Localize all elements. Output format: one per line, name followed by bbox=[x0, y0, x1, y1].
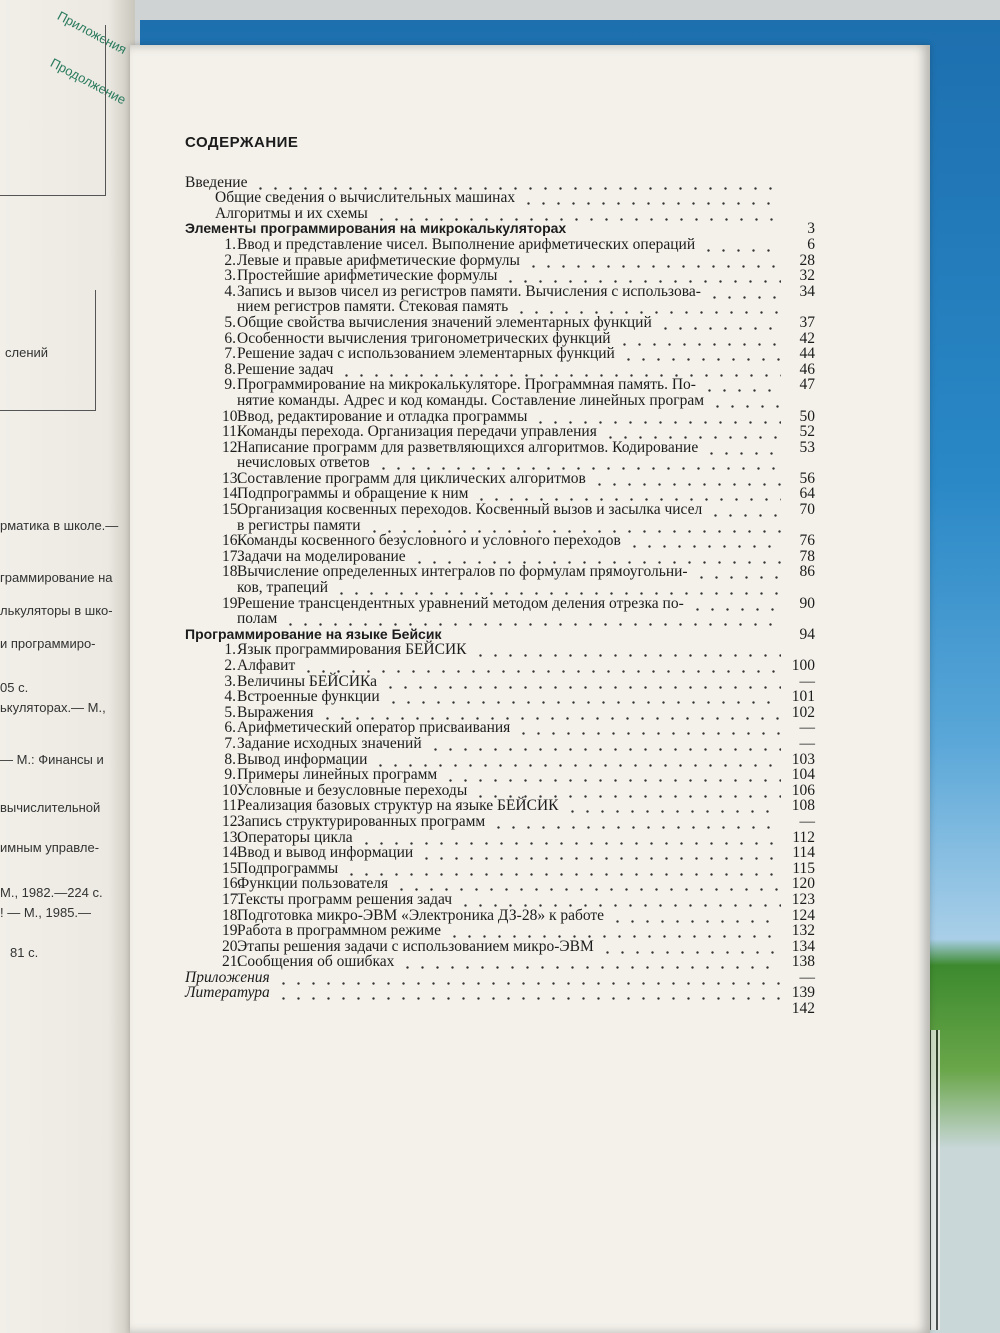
toc-entry bbox=[185, 1001, 815, 1017]
toc-entry-number: 12. bbox=[222, 438, 242, 456]
toc-entry-number: 2. bbox=[224, 251, 236, 269]
toc-entry-page: 100 bbox=[791, 657, 815, 674]
toc-entry bbox=[185, 705, 815, 721]
toc-entry-title: Подпрограммы и обращение к ним bbox=[237, 485, 469, 503]
toc-entry-number: 3. bbox=[224, 267, 236, 285]
toc-entry-number: 1. bbox=[224, 641, 236, 659]
toc-entry-number: 13. bbox=[222, 469, 242, 487]
toc-entry-title: Ввод и представление чисел. Выполнение арифметических операций bbox=[237, 235, 696, 253]
toc-entry-title: Подпрограммы bbox=[237, 859, 339, 877]
toc-entry bbox=[185, 175, 815, 191]
toc-leader-dots bbox=[419, 845, 781, 860]
toc-leader-dots bbox=[320, 705, 781, 720]
toc-leader-dots bbox=[617, 331, 781, 346]
toc-entry bbox=[185, 985, 815, 1001]
toc-entry-number: 6. bbox=[224, 719, 236, 737]
toc-entry-number: 9. bbox=[224, 766, 236, 784]
toc-entry-page: 123 bbox=[791, 890, 815, 908]
toc-entry-page: 104 bbox=[791, 766, 815, 784]
toc-entry-title: Решение задач bbox=[237, 360, 334, 378]
left-page-fragment: 81 с. bbox=[10, 945, 39, 960]
toc-entry bbox=[185, 861, 815, 877]
toc-entry bbox=[185, 377, 815, 393]
toc-entry-page: 52 bbox=[799, 423, 815, 441]
toc-leader-dots bbox=[428, 736, 781, 751]
toc-entry-number: 19. bbox=[222, 594, 242, 612]
toc-entry-title: Этапы решения задачи с использованием микро-ЭВМ bbox=[237, 937, 594, 955]
toc-leader-dots bbox=[473, 642, 781, 657]
toc-leader-dots bbox=[503, 268, 781, 283]
toc-entry-page: — bbox=[799, 968, 815, 986]
toc-entry-title: нечисловых ответов bbox=[237, 454, 370, 472]
toc-entry-number: 7. bbox=[224, 734, 236, 752]
toc-leader-dots bbox=[627, 533, 781, 548]
toc-entry bbox=[185, 752, 815, 768]
toc-leader-dots bbox=[533, 409, 781, 424]
toc-entry bbox=[185, 892, 815, 908]
toc-entry bbox=[185, 268, 815, 284]
toc-leader-dots bbox=[301, 658, 781, 673]
toc-entry-title: нием регистров памяти. Стековая память bbox=[237, 298, 509, 316]
toc-entry bbox=[185, 658, 815, 674]
toc-entry-page: 115 bbox=[792, 859, 815, 877]
toc-entry bbox=[185, 783, 815, 799]
toc-entry-title: Реализация базовых структур на языке БЕЙСИК bbox=[237, 797, 559, 815]
toc-entry bbox=[185, 502, 815, 518]
toc-entry-title: Организация косвенных переходов. Косвенный вызов и засылка чисел bbox=[237, 501, 703, 519]
toc-entry-number: 9. bbox=[224, 376, 236, 394]
toc-entry-number: 17. bbox=[222, 547, 242, 565]
toc-section-row bbox=[185, 627, 815, 643]
toc-entry-number: 19. bbox=[222, 922, 242, 940]
toc-entry-page: 120 bbox=[791, 875, 815, 893]
toc-leader-dots bbox=[704, 440, 781, 455]
toc-entry-page: 70 bbox=[799, 501, 815, 519]
toc-entry-title: Программирование на микрокалькуляторе. Программная память. По- bbox=[237, 376, 696, 394]
toc-leader-dots bbox=[276, 970, 781, 985]
left-page-fragment: ькуляторах.— М., bbox=[0, 700, 106, 715]
toc-leader-dots bbox=[334, 580, 781, 595]
toc-leader-dots bbox=[708, 502, 781, 517]
toc-entry-page: — bbox=[799, 719, 815, 737]
toc-entry-number: 20. bbox=[222, 937, 242, 955]
toc-leader-dots bbox=[473, 783, 781, 798]
toc-entry-number: 15. bbox=[222, 501, 242, 519]
toc-entry bbox=[185, 518, 815, 534]
toc-entry-number: 12. bbox=[222, 812, 242, 830]
toc-entry-title: Язык программирования БЕЙСИК bbox=[237, 641, 467, 659]
toc-entry-page: 108 bbox=[791, 797, 815, 815]
toc-entry-page: — bbox=[799, 812, 815, 830]
toc-entry-page: 142 bbox=[791, 1000, 815, 1018]
toc-entry-title: Выражения bbox=[237, 703, 314, 721]
toc-entry-title: Программирование на языке Бейсик bbox=[185, 625, 442, 642]
toc-entry bbox=[185, 455, 815, 471]
toc-entry-number: 13. bbox=[222, 828, 242, 846]
toc-entry-title: Встроенные функции bbox=[237, 688, 380, 706]
left-page-fragment: 05 с. bbox=[0, 680, 29, 695]
toc-entry bbox=[185, 720, 815, 736]
toc-entry-title: Общие сведения о вычислительных машинах bbox=[215, 189, 516, 207]
toc-entry-title: Вывод информации bbox=[237, 750, 368, 768]
toc-entry-title: Приложения bbox=[185, 968, 270, 986]
toc-leader-dots bbox=[253, 175, 781, 190]
toc-leader-dots bbox=[400, 954, 781, 969]
toc-entry-title: Арифметический оператор присваивания bbox=[237, 719, 511, 737]
toc-entry-page: 56 bbox=[799, 469, 815, 487]
toc-leader-dots bbox=[701, 237, 781, 252]
toc-entry bbox=[185, 424, 815, 440]
toc-entry bbox=[185, 767, 815, 783]
toc-entry bbox=[185, 845, 815, 861]
toc-entry-number: 21. bbox=[222, 953, 242, 971]
toc-entry-page: 42 bbox=[799, 329, 815, 347]
toc-entry-title: ков, трапеций bbox=[237, 579, 329, 597]
toc-entry bbox=[185, 206, 815, 222]
toc-entry bbox=[185, 471, 815, 487]
toc-entry-number: 4. bbox=[224, 282, 236, 300]
toc-entry-page: 64 bbox=[799, 485, 815, 503]
toc-entry-title: Подготовка микро-ЭВМ «Электроника ДЗ-28» к работе bbox=[237, 906, 605, 924]
toc-entry bbox=[185, 923, 815, 939]
toc-entry-number: 2. bbox=[224, 657, 236, 674]
toc-entry bbox=[185, 674, 815, 690]
toc-entry-page: 90 bbox=[799, 594, 815, 612]
toc-entry-title: Работа в программном режиме bbox=[237, 922, 441, 940]
toc-entry-page: 44 bbox=[799, 345, 815, 363]
toc-leader-dots bbox=[383, 674, 781, 689]
toc-entry bbox=[185, 830, 815, 846]
toc-leader-dots bbox=[474, 486, 781, 501]
toc-leader-dots bbox=[386, 689, 781, 704]
left-page-fragment: граммирование на bbox=[0, 570, 113, 585]
toc-entry-title: Вычисление определенных интегралов по формулам прямоугольни- bbox=[237, 563, 688, 581]
toc-entry-page: 3 bbox=[807, 220, 815, 238]
toc-entry-title: Алгоритмы и их схемы bbox=[215, 204, 368, 222]
toc-entry-page: 124 bbox=[791, 906, 815, 924]
toc-entry bbox=[185, 580, 815, 596]
toc-entry-page: 134 bbox=[791, 937, 815, 955]
toc-leader-dots bbox=[694, 564, 781, 579]
toc-leader-dots bbox=[600, 939, 781, 954]
toc-entry bbox=[185, 486, 815, 502]
toc-entry bbox=[185, 190, 815, 206]
toc-leader-dots bbox=[367, 518, 781, 533]
toc-entry-title: Задачи на моделирование bbox=[237, 547, 406, 565]
toc-entry bbox=[185, 970, 815, 986]
toc-entry-number: 18. bbox=[222, 906, 242, 924]
toc-entry-page: 132 bbox=[791, 922, 815, 940]
toc-entry-page: 102 bbox=[791, 703, 815, 721]
toc-entry-title: Функции пользователя bbox=[237, 875, 389, 893]
toc-entry-title: Запись и вызов чисел из регистров памяти. Вычисления с использова- bbox=[237, 282, 701, 300]
toc-entry-page: 37 bbox=[799, 313, 815, 331]
toc-entry-page: 34 bbox=[799, 282, 815, 300]
toc-section-row bbox=[185, 221, 815, 237]
toc-entry bbox=[185, 908, 815, 924]
toc-entry-number: 5. bbox=[224, 313, 236, 331]
toc-entry-title: Элементы программирования на микрокалькуляторах bbox=[185, 220, 567, 237]
toc-entry-page: 86 bbox=[799, 563, 815, 581]
toc-entry-number: 14. bbox=[222, 485, 242, 503]
toc-entry-number: 14. bbox=[222, 844, 242, 862]
toc-entry bbox=[185, 642, 815, 658]
toc-rows bbox=[185, 175, 815, 1017]
toc-entry bbox=[185, 346, 815, 362]
toc-leader-dots bbox=[447, 923, 781, 938]
toc-entry-title: Условные и безусловные переходы bbox=[237, 781, 468, 799]
toc-entry bbox=[185, 253, 815, 269]
toc-leader-dots bbox=[710, 393, 781, 408]
toc-entry-title: Величины БЕЙСИКа bbox=[237, 672, 378, 690]
toc-entry bbox=[185, 814, 815, 830]
toc-leader-dots bbox=[521, 190, 781, 205]
toc-entry-page: 6 bbox=[807, 235, 815, 253]
toc-leader-dots bbox=[707, 284, 781, 299]
left-page-fragment: — М.: Финансы и bbox=[0, 752, 104, 767]
toc-entry-number: 11. bbox=[222, 797, 241, 815]
toc-entry-number: 1. bbox=[224, 235, 236, 253]
toc-leader-dots bbox=[565, 798, 781, 813]
toc-leader-dots bbox=[621, 346, 781, 361]
toc-entry-page: 138 bbox=[791, 953, 815, 971]
left-page-header-continued: Продолжение bbox=[47, 55, 129, 108]
left-page-fragment: имным управле- bbox=[0, 840, 100, 855]
toc-leader-dots bbox=[283, 611, 781, 626]
toc-entry-number: 16. bbox=[222, 532, 242, 550]
left-page-fragment: вычислительной bbox=[0, 800, 101, 815]
toc-entry-title: Решение трансцендентных уравнений методом деления отрезка по- bbox=[237, 594, 684, 612]
toc-entry bbox=[185, 549, 815, 565]
toc-leader-dots bbox=[592, 471, 781, 486]
toc-leader-dots bbox=[690, 596, 781, 611]
toc-entry-number: 5. bbox=[224, 703, 236, 721]
toc-entry-title: Запись структурированных программ bbox=[237, 812, 486, 830]
left-page-fragment: лькуляторы в шко- bbox=[0, 603, 113, 618]
toc-entry-title: в регистры памяти bbox=[237, 516, 361, 534]
left-page-fragment: рматика в школе.— bbox=[0, 518, 119, 533]
toc-entry-page: 94 bbox=[799, 625, 815, 643]
toc-leader-dots bbox=[491, 814, 781, 829]
toc-entry-page: 76 bbox=[799, 532, 815, 550]
toc-entry-title: Особенности вычисления тригонометрических функций bbox=[237, 329, 611, 347]
toc-leader-dots bbox=[373, 752, 781, 767]
toc-entry-title: Сообщения об ошибках bbox=[237, 953, 395, 971]
toc-entry-title: Составление программ для циклических алгоритмов bbox=[237, 469, 586, 487]
toc-entry-title: Ввод, редактирование и отладка программы bbox=[237, 407, 528, 425]
toc-entry-title: Команды перехода. Организация передачи управления bbox=[237, 423, 597, 441]
toc-entry-page: 114 bbox=[792, 844, 815, 862]
toc-leader-dots bbox=[359, 830, 781, 845]
toc-entry-number: 15. bbox=[222, 859, 242, 877]
toc-leader-dots bbox=[514, 299, 781, 314]
toc-entry-number: 3. bbox=[224, 672, 236, 690]
toc-entry-page: 46 bbox=[799, 360, 815, 378]
toc-entry-number: 4. bbox=[224, 688, 236, 706]
toc-entry-number: 8. bbox=[224, 360, 236, 378]
toc-entry-number: 10. bbox=[222, 407, 242, 425]
toc-entry-number: 6. bbox=[224, 329, 236, 347]
toc-leader-dots bbox=[276, 985, 781, 1000]
toc-leader-dots bbox=[603, 424, 781, 439]
toc-entry-page: 139 bbox=[791, 984, 815, 1002]
toc-leader-dots bbox=[610, 908, 781, 923]
toc-entry bbox=[185, 409, 815, 425]
toc-leader-dots bbox=[339, 362, 781, 377]
table-of-contents bbox=[185, 135, 815, 1017]
left-page-header: Приложения bbox=[54, 8, 130, 57]
toc-entry bbox=[185, 564, 815, 580]
toc-entry bbox=[185, 689, 815, 705]
toc-entry-page: 50 bbox=[799, 407, 815, 425]
toc-entry-page: 28 bbox=[799, 251, 815, 269]
toc-entry bbox=[185, 299, 815, 315]
toc-leader-dots bbox=[526, 253, 781, 268]
toc-entry-page: 47 bbox=[799, 376, 815, 394]
toc-entry-page: 112 bbox=[792, 828, 815, 846]
toc-entry bbox=[185, 237, 815, 253]
toc-entry-title: Левые и правые арифметические формулы bbox=[237, 251, 520, 269]
toc-leader-dots bbox=[702, 377, 781, 392]
toc-entry-title: полам bbox=[237, 610, 278, 628]
left-page-fragment: ! — М., 1985.— bbox=[0, 905, 92, 920]
toc-entry bbox=[185, 284, 815, 300]
toc-entry-number: 10. bbox=[222, 781, 242, 799]
toc-leader-dots bbox=[374, 206, 781, 221]
toc-entry bbox=[185, 440, 815, 456]
toc-entry-number: 18. bbox=[222, 563, 242, 581]
toc-entry-page: 103 bbox=[791, 750, 815, 768]
toc-entry bbox=[185, 315, 815, 331]
toc-entry-title: Задание исходных значений bbox=[237, 734, 422, 752]
left-page-fragment: М., 1982.—224 с. bbox=[0, 885, 103, 900]
toc-leader-dots bbox=[516, 720, 781, 735]
toc-entry bbox=[185, 596, 815, 612]
left-page-fragment: и программиро- bbox=[0, 636, 96, 651]
toc-entry-title: Написание программ для разветвляющихся алгоритмов. Кодирование bbox=[237, 438, 699, 456]
toc-leader-dots bbox=[412, 549, 781, 564]
toc-entry-page: 53 bbox=[799, 438, 815, 456]
toc-entry-title: Введение bbox=[185, 173, 248, 191]
toc-entry-title: нятие команды. Адрес и код команды. Составление линейных програм bbox=[237, 391, 705, 409]
toc-entry-title: Ввод и вывод информации bbox=[237, 844, 414, 862]
toc-entry bbox=[185, 798, 815, 814]
toc-leader-dots bbox=[658, 315, 781, 330]
toc-leader-dots bbox=[344, 861, 781, 876]
toc-entry-page: 106 bbox=[791, 781, 815, 799]
toc-leader-dots bbox=[394, 876, 781, 891]
toc-entry bbox=[185, 939, 815, 955]
toc-leader-dots bbox=[443, 767, 781, 782]
toc-entry-page: — bbox=[799, 734, 815, 752]
toc-entry-title: Тексты программ решения задач bbox=[237, 890, 453, 908]
toc-entry-number: 16. bbox=[222, 875, 242, 893]
toc-entry bbox=[185, 362, 815, 378]
toc-entry bbox=[185, 393, 815, 409]
toc-entry-number: 7. bbox=[224, 345, 236, 363]
toc-entry-number: 8. bbox=[224, 750, 236, 768]
toc-entry bbox=[185, 611, 815, 627]
toc-entry-page: 32 bbox=[799, 267, 815, 285]
toc-entry-title: Простейшие арифметические формулы bbox=[237, 267, 498, 285]
toc-entry-title: Общие свойства вычисления значений элементарных функций bbox=[237, 313, 652, 331]
toc-entry bbox=[185, 331, 815, 347]
toc-entry-title: Команды косвенного безусловного и условного переходов bbox=[237, 532, 621, 550]
toc-title: СОДЕРЖАНИЕ bbox=[185, 134, 299, 151]
toc-entry bbox=[185, 533, 815, 549]
toc-entry-title: Решение задач с использованием элементарных функций bbox=[237, 345, 615, 363]
toc-entry-number: 11. bbox=[222, 423, 241, 441]
toc-entry bbox=[185, 876, 815, 892]
toc-entry-page: 101 bbox=[791, 688, 815, 706]
toc-entry-title: Литература bbox=[185, 984, 270, 1002]
toc-entry bbox=[185, 954, 815, 970]
toc-entry-title: Операторы цикла bbox=[237, 828, 353, 846]
toc-entry-title: Алфавит bbox=[237, 657, 296, 674]
left-page-table-frame bbox=[0, 25, 106, 196]
toc-entry-page: 78 bbox=[799, 547, 815, 565]
toc-entry-number: 17. bbox=[222, 890, 242, 908]
toc-entry-title: Примеры линейных программ bbox=[237, 766, 438, 784]
left-page bbox=[0, 0, 135, 1333]
toc-entry bbox=[185, 736, 815, 752]
toc-entry-page: — bbox=[799, 672, 815, 690]
toc-leader-dots bbox=[458, 892, 781, 907]
toc-leader-dots bbox=[376, 455, 781, 470]
left-page-fragment: слений bbox=[5, 345, 49, 360]
